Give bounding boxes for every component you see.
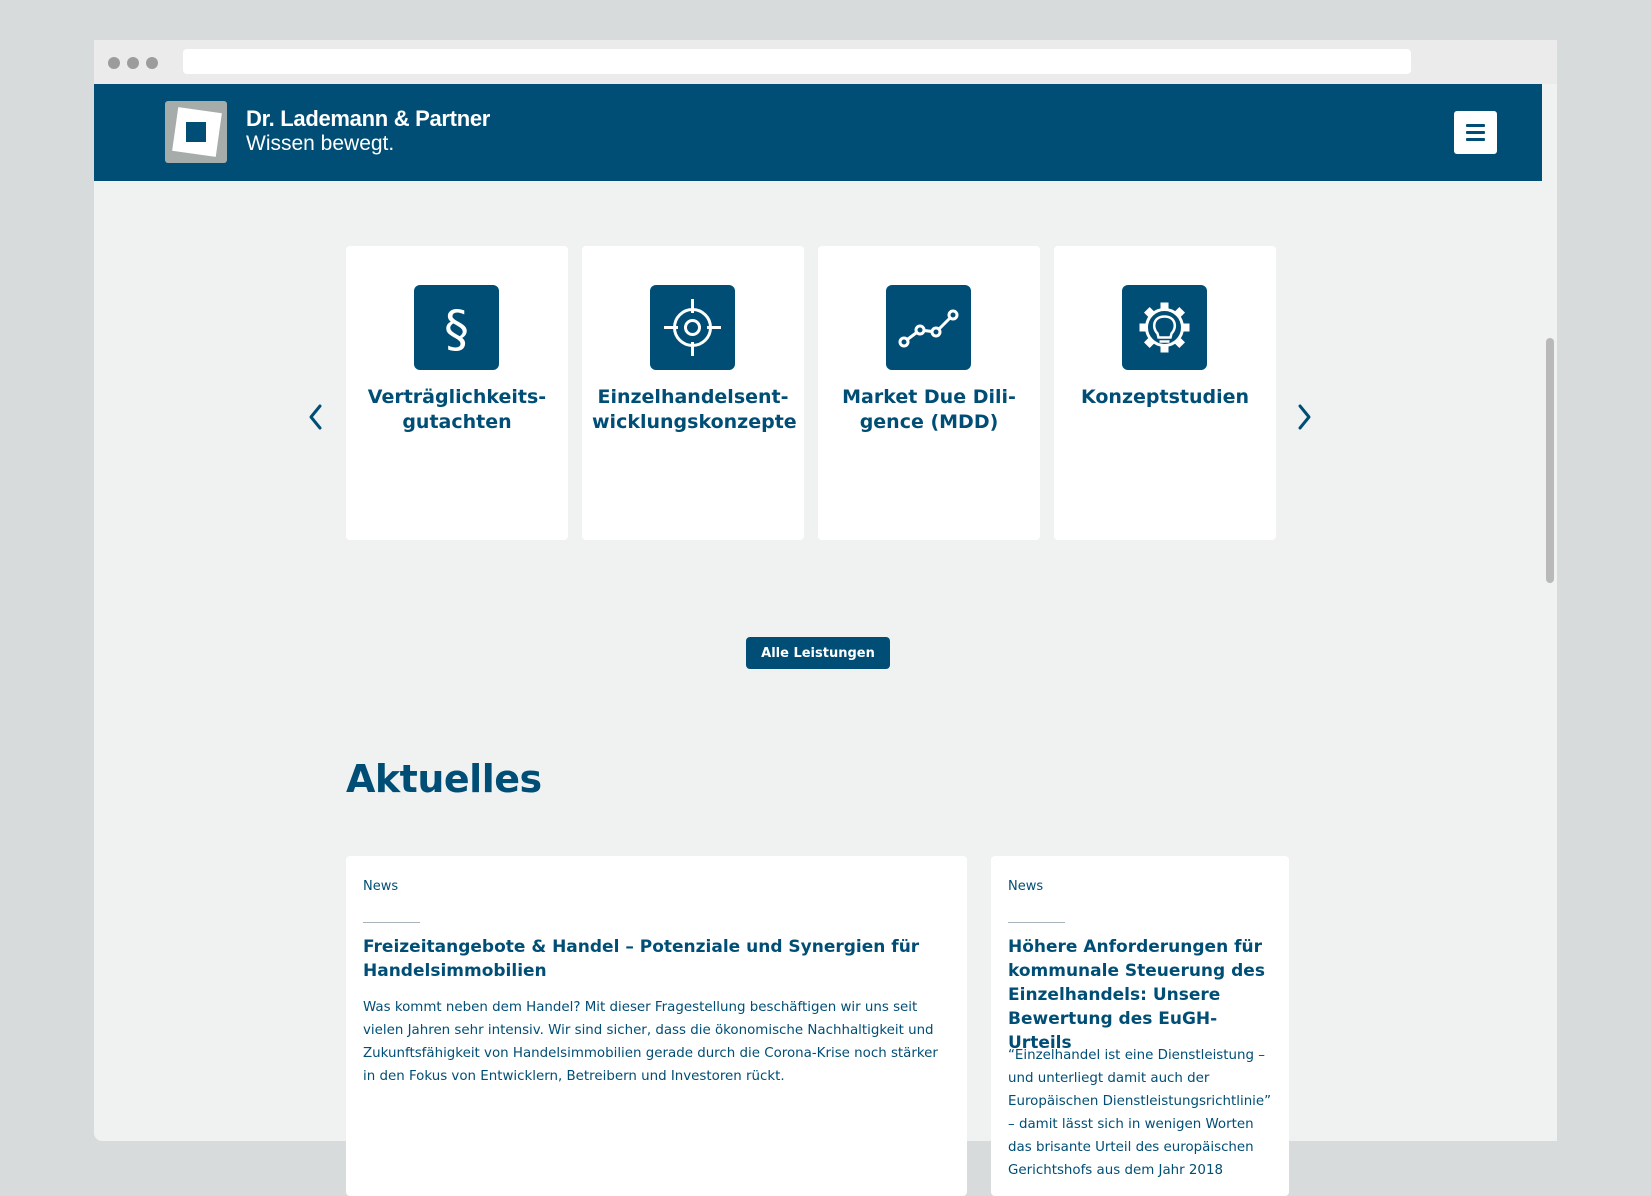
news-title[interactable]: Freizeitangebote & Handel – Potenziale und Synergien für Handelsimmobilien	[363, 937, 920, 981]
service-card-title: Einzelhandelsent- wicklungskonzepte	[592, 386, 797, 433]
hamburger-icon	[1466, 124, 1485, 127]
news-excerpt: “Einzelhandel ist eine Dienstleistung – und unterliegt damit auch der Europäischen Dienstleistungsrichtlinie” – damit lässt sich in wenigen Worten das brisante Urteil des europäischen Gerichtshofs aus dem Jahr 2018	[1008, 1048, 1272, 1178]
service-card-title: Verträglichkeits- gutachten	[367, 386, 547, 433]
scrollbar-thumb[interactable]	[1546, 338, 1554, 583]
line-graph-icon	[886, 285, 971, 370]
gear-bulb-icon	[1122, 285, 1207, 370]
divider	[363, 922, 420, 923]
divider	[1008, 922, 1065, 923]
page-viewport	[94, 84, 1542, 1178]
service-card-title: Market Due Dili- gence (MDD)	[842, 386, 1016, 433]
chevron-right-icon	[1292, 402, 1316, 432]
service-card-market-due-diligence[interactable]	[818, 246, 1040, 540]
brand-name[interactable]: Dr. Lademann & Partner	[246, 106, 491, 131]
address-bar[interactable]	[183, 49, 1411, 74]
news-card[interactable]	[346, 856, 967, 1196]
chevron-left-icon	[304, 402, 328, 432]
carousel-next-button[interactable]	[1292, 402, 1316, 432]
paragraph-icon	[414, 285, 499, 370]
service-card-vertraeglichkeitsgutachten[interactable]	[346, 246, 568, 540]
browser-window	[94, 40, 1557, 1178]
news-tag: News	[1008, 879, 1044, 894]
target-icon	[650, 285, 735, 370]
svg-text:§: §	[444, 300, 469, 358]
hamburger-menu-button[interactable]	[1454, 111, 1497, 154]
news-excerpt: Was kommt neben dem Handel? Mit dieser Fragestellung beschäftigen wir uns seit vielen Jahren sehr intensiv. Wir sind sicher, dass die ökonomische Nachhaltigkeit und Zukunftsfähigkeit von Handelsimmobilien gerade durch die Corona-Krise noch stärker in den Fokus von Entwicklern, Betreibern und Investoren rückt.	[363, 1000, 938, 1084]
news-card[interactable]	[991, 856, 1289, 1196]
news-section-title: Aktuelles	[346, 757, 542, 801]
scrollbar[interactable]	[1542, 84, 1557, 1141]
news-title[interactable]: Höhere Anforderungen für kommunale Steuerung des Einzelhandels: Unsere Bewertung des EuGH-Urteils	[1008, 937, 1265, 1053]
service-card-einzelhandelsentwicklungskonzepte[interactable]	[582, 246, 804, 540]
window-control-dot[interactable]	[108, 57, 120, 69]
all-services-button[interactable]: Alle Leistungen	[746, 637, 890, 669]
window-control-dot[interactable]	[127, 57, 139, 69]
carousel-prev-button[interactable]	[304, 402, 328, 432]
browser-chrome	[94, 40, 1557, 84]
site-header	[94, 84, 1542, 181]
service-card-title: Konzeptstudien	[1080, 386, 1250, 408]
service-card-konzeptstudien[interactable]	[1054, 246, 1276, 540]
window-control-dot[interactable]	[146, 57, 158, 69]
brand-tagline: Wissen bewegt.	[246, 132, 395, 155]
logo-icon[interactable]	[165, 101, 227, 163]
news-tag: News	[363, 879, 399, 894]
